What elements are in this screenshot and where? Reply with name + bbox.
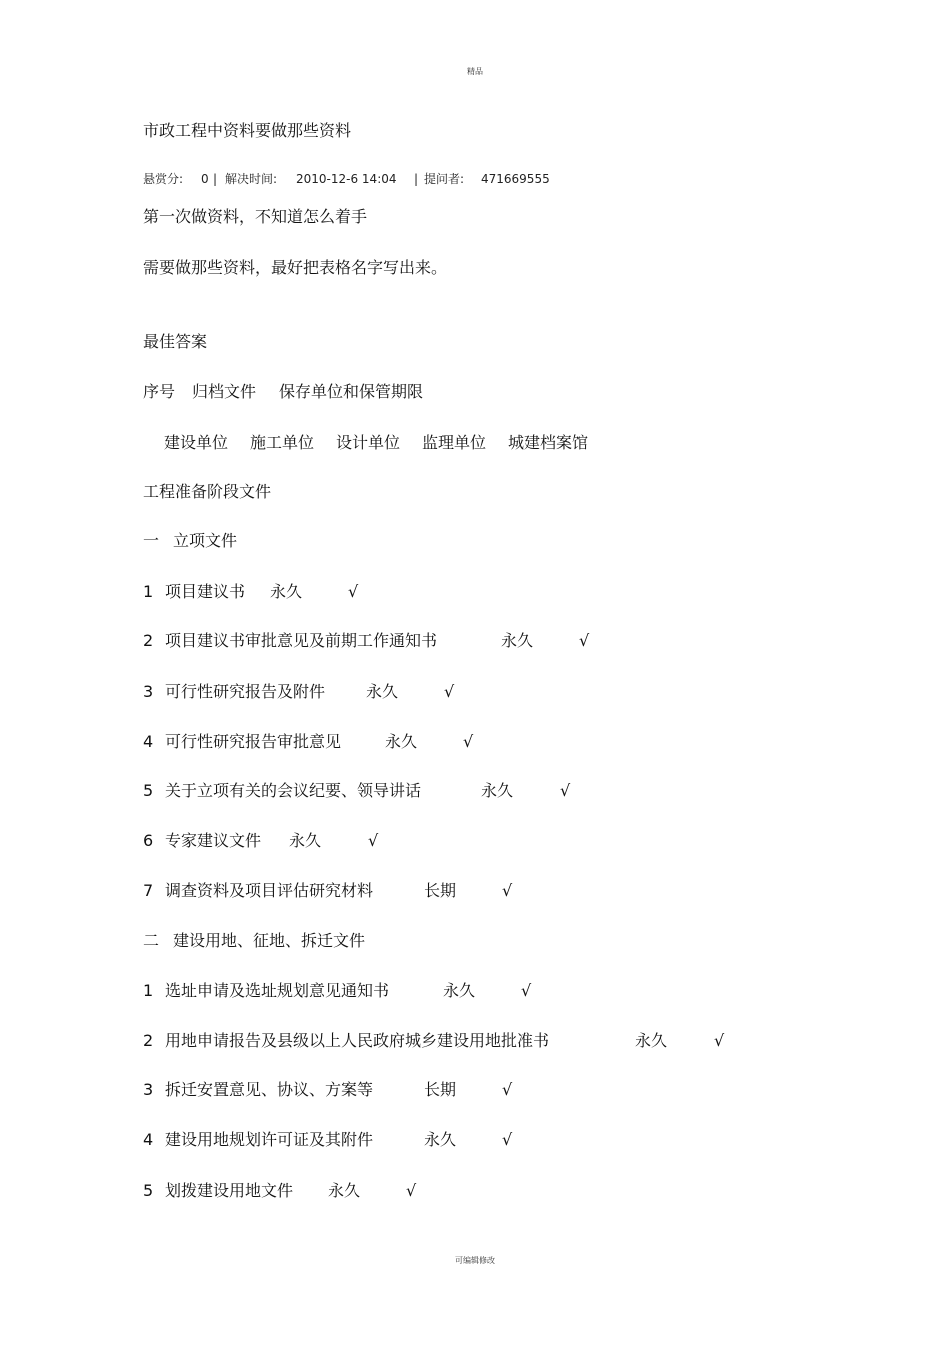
stage-title: 工程准备阶段文件 bbox=[143, 482, 272, 501]
asker-label: 提问者: bbox=[424, 172, 465, 186]
item-title: 可行性研究报告及附件 bbox=[165, 682, 326, 701]
item-period: 永久 bbox=[289, 831, 322, 850]
check-mark: √ bbox=[348, 582, 359, 601]
check-mark: √ bbox=[579, 631, 590, 650]
asker-value: 471669555 bbox=[481, 172, 550, 186]
item-period: 永久 bbox=[424, 1130, 457, 1149]
item-period: 永久 bbox=[385, 732, 418, 751]
item-number: 1 bbox=[143, 582, 154, 601]
solved-time-label: 解决时间: bbox=[225, 172, 278, 186]
item-number: 5 bbox=[143, 1181, 154, 1200]
item-title: 项目建议书审批意见及前期工作通知书 bbox=[165, 631, 438, 650]
item-period: 永久 bbox=[481, 781, 514, 800]
check-mark: √ bbox=[368, 831, 379, 850]
section-number: 一 bbox=[143, 531, 160, 550]
page-header: 精品 bbox=[467, 67, 483, 76]
item-number: 2 bbox=[143, 631, 154, 650]
item-number: 3 bbox=[143, 682, 154, 701]
check-mark: √ bbox=[502, 881, 513, 900]
item-title: 选址申请及选址规划意见通知书 bbox=[165, 981, 390, 1000]
header-period: 保存单位和保管期限 bbox=[279, 382, 424, 401]
item-title: 可行性研究报告审批意见 bbox=[165, 732, 342, 751]
item-title: 拆迁安置意见、协议、方案等 bbox=[165, 1080, 374, 1099]
question-line: 第一次做资料，不知道怎么着手 bbox=[143, 207, 368, 226]
item-number: 4 bbox=[143, 1130, 154, 1149]
bounty-value: 0 bbox=[201, 172, 209, 186]
item-number: 7 bbox=[143, 881, 154, 900]
item-title: 关于立项有关的会议纪要、领导讲话 bbox=[165, 781, 422, 800]
item-period: 长期 bbox=[424, 1080, 457, 1099]
check-mark: √ bbox=[463, 732, 474, 751]
item-number: 3 bbox=[143, 1080, 154, 1099]
check-mark: √ bbox=[714, 1031, 725, 1050]
check-mark: √ bbox=[444, 682, 455, 701]
item-number: 6 bbox=[143, 831, 154, 850]
section-number: 二 bbox=[143, 931, 160, 950]
item-number: 1 bbox=[143, 981, 154, 1000]
item-title: 用地申请报告及县级以上人民政府城乡建设用地批准书 bbox=[165, 1031, 550, 1050]
check-mark: √ bbox=[560, 781, 571, 800]
item-period: 永久 bbox=[366, 682, 399, 701]
item-title: 建设用地规划许可证及其附件 bbox=[165, 1130, 374, 1149]
unit-supervision: 监理单位 bbox=[422, 433, 487, 452]
item-number: 2 bbox=[143, 1031, 154, 1050]
unit-design: 设计单位 bbox=[336, 433, 401, 452]
meta-separator: | bbox=[213, 172, 218, 186]
unit-construction: 建设单位 bbox=[164, 433, 229, 452]
document-title: 市政工程中资料要做那些资料 bbox=[143, 121, 352, 140]
page-footer: 可编辑修改 bbox=[455, 1256, 495, 1265]
item-number: 4 bbox=[143, 732, 154, 751]
bounty-label: 悬赏分: bbox=[143, 172, 184, 186]
item-title: 划拨建设用地文件 bbox=[165, 1181, 294, 1200]
item-period: 永久 bbox=[501, 631, 534, 650]
check-mark: √ bbox=[502, 1130, 513, 1149]
check-mark: √ bbox=[406, 1181, 417, 1200]
item-title: 调查资料及项目评估研究材料 bbox=[165, 881, 374, 900]
meta-separator: | bbox=[414, 172, 419, 186]
section-title: 建设用地、征地、拆迁文件 bbox=[173, 931, 366, 950]
item-period: 长期 bbox=[424, 881, 457, 900]
item-title: 项目建议书 bbox=[165, 582, 246, 601]
header-seq: 序号 bbox=[143, 382, 176, 401]
item-period: 永久 bbox=[328, 1181, 361, 1200]
solved-time-value: 2010-12-6 14:04 bbox=[296, 172, 397, 186]
item-period: 永久 bbox=[635, 1031, 668, 1050]
check-mark: √ bbox=[502, 1080, 513, 1099]
item-title: 专家建议文件 bbox=[165, 831, 262, 850]
item-period: 永久 bbox=[443, 981, 476, 1000]
unit-archive: 城建档案馆 bbox=[508, 433, 589, 452]
item-number: 5 bbox=[143, 781, 154, 800]
item-period: 永久 bbox=[270, 582, 303, 601]
header-file: 归档文件 bbox=[192, 382, 257, 401]
question-line: 需要做那些资料，最好把表格名字写出来。 bbox=[143, 258, 448, 277]
section-title: 立项文件 bbox=[173, 531, 238, 550]
best-answer-label: 最佳答案 bbox=[143, 332, 208, 351]
check-mark: √ bbox=[521, 981, 532, 1000]
unit-contractor: 施工单位 bbox=[250, 433, 315, 452]
